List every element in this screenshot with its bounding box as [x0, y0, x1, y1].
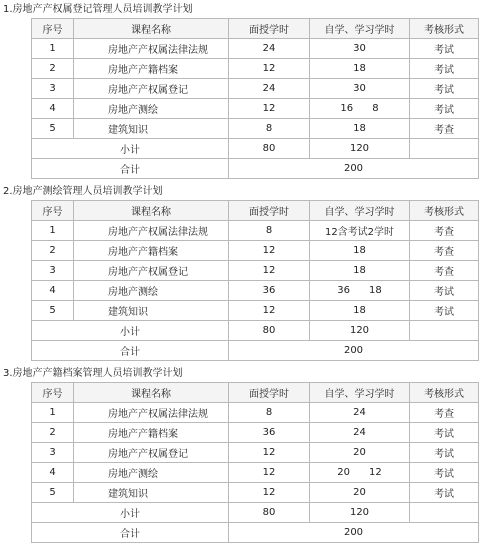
- row-face-hours: 36: [229, 423, 310, 443]
- row-self-hours: 18: [310, 119, 410, 139]
- row-course: 建筑知识: [74, 119, 229, 139]
- header-course: 课程名称: [74, 383, 229, 403]
- row-self-hours: 12含考试2学时: [310, 221, 410, 241]
- row-face-hours: 8: [229, 403, 310, 423]
- row-face-hours: 12: [229, 463, 310, 483]
- row-exam: 考试: [410, 423, 479, 443]
- row-exam: 考试: [410, 79, 479, 99]
- subtotal-row: [32, 503, 479, 523]
- header-face-hours: 面授学时: [229, 383, 310, 403]
- row-self-hours: 18: [310, 301, 410, 321]
- table-row: [32, 423, 479, 443]
- row-no: 4: [32, 99, 74, 119]
- subtotal-label: 小计: [32, 139, 229, 159]
- table-row: [32, 221, 479, 241]
- row-no: 2: [32, 59, 74, 79]
- row-exam: 考试: [410, 99, 479, 119]
- row-course: 建筑知识: [74, 301, 229, 321]
- table-row: [32, 119, 479, 139]
- header-row: [32, 201, 479, 221]
- subtotal-label: 小计: [32, 321, 229, 341]
- row-no: 2: [32, 423, 74, 443]
- plan-2-table: [31, 200, 479, 361]
- row-self-hours: 20: [310, 443, 410, 463]
- row-face-hours: 12: [229, 59, 310, 79]
- row-face-hours: 36: [229, 281, 310, 301]
- subtotal-face-hours: 80: [229, 503, 310, 523]
- row-no: 3: [32, 261, 74, 281]
- row-exam: 考查: [410, 241, 479, 261]
- row-no: 3: [32, 443, 74, 463]
- row-face-hours: 12: [229, 261, 310, 281]
- row-exam: 考查: [410, 403, 479, 423]
- table-row: [32, 79, 479, 99]
- row-self-hours: 36 18: [310, 281, 410, 301]
- table-row: [32, 301, 479, 321]
- subtotal-row: [32, 321, 479, 341]
- row-course: 房地产测绘: [74, 99, 229, 119]
- table-row: [32, 261, 479, 281]
- row-no: 3: [32, 79, 74, 99]
- row-no: 4: [32, 281, 74, 301]
- header-row: [32, 383, 479, 403]
- subtotal-exam-empty: [410, 503, 479, 523]
- header-no: 序号: [32, 19, 74, 39]
- row-self-hours: 24: [310, 423, 410, 443]
- row-no: 5: [32, 483, 74, 503]
- row-self-hours: 20: [310, 483, 410, 503]
- row-exam: 考试: [410, 483, 479, 503]
- row-course: 建筑知识: [74, 483, 229, 503]
- row-no: 1: [32, 39, 74, 59]
- row-no: 5: [32, 301, 74, 321]
- row-course: 房地产产权属法律法规: [74, 221, 229, 241]
- subtotal-row: [32, 139, 479, 159]
- row-course: 房地产测绘: [74, 281, 229, 301]
- row-face-hours: 12: [229, 483, 310, 503]
- row-self-hours: 30: [310, 79, 410, 99]
- header-no: 序号: [32, 201, 74, 221]
- row-face-hours: 12: [229, 99, 310, 119]
- total-row: [32, 341, 479, 361]
- row-no: 1: [32, 403, 74, 423]
- plan-3-title: 3.房地产产籍档案管理人员培训教学计划: [3, 368, 183, 379]
- table-row: [32, 443, 479, 463]
- row-exam: 考试: [410, 281, 479, 301]
- row-course: 房地产产权属登记: [74, 261, 229, 281]
- subtotal-exam-empty: [410, 321, 479, 341]
- header-exam: 考核形式: [410, 383, 479, 403]
- header-no: 序号: [32, 383, 74, 403]
- subtotal-self-hours: 120: [310, 139, 410, 159]
- row-no: 2: [32, 241, 74, 261]
- row-course: 房地产产权属登记: [74, 443, 229, 463]
- subtotal-self-hours: 120: [310, 503, 410, 523]
- row-face-hours: 24: [229, 39, 310, 59]
- total-row: [32, 159, 479, 179]
- row-exam: 考试: [410, 59, 479, 79]
- total-value: 200: [229, 159, 479, 179]
- subtotal-self-hours: 120: [310, 321, 410, 341]
- header-course: 课程名称: [74, 19, 229, 39]
- row-course: 房地产产权属法律法规: [74, 39, 229, 59]
- header-self-hours: 自学、学习学时: [310, 201, 410, 221]
- table-row: [32, 281, 479, 301]
- header-exam: 考核形式: [410, 19, 479, 39]
- plan-1-title: 1.房地产产权属登记管理人员培训教学计划: [3, 4, 193, 15]
- row-exam: 考试: [410, 463, 479, 483]
- row-exam: 考查: [410, 119, 479, 139]
- row-face-hours: 12: [229, 301, 310, 321]
- table-row: [32, 463, 479, 483]
- table-row: [32, 99, 479, 119]
- header-course: 课程名称: [74, 201, 229, 221]
- table-row: [32, 483, 479, 503]
- header-face-hours: 面授学时: [229, 19, 310, 39]
- row-self-hours: 30: [310, 39, 410, 59]
- total-row: [32, 523, 479, 543]
- row-self-hours: 16 8: [310, 99, 410, 119]
- row-course: 房地产测绘: [74, 463, 229, 483]
- total-label: 合计: [32, 159, 229, 179]
- table-row: [32, 59, 479, 79]
- row-self-hours: 18: [310, 261, 410, 281]
- row-self-hours: 24: [310, 403, 410, 423]
- row-face-hours: 8: [229, 221, 310, 241]
- row-course: 房地产产籍档案: [74, 423, 229, 443]
- plan-3-table: [31, 382, 479, 543]
- row-no: 4: [32, 463, 74, 483]
- subtotal-face-hours: 80: [229, 321, 310, 341]
- row-face-hours: 8: [229, 119, 310, 139]
- header-face-hours: 面授学时: [229, 201, 310, 221]
- total-label: 合计: [32, 341, 229, 361]
- table-row: [32, 241, 479, 261]
- row-face-hours: 24: [229, 79, 310, 99]
- row-exam: 考查: [410, 261, 479, 281]
- total-value: 200: [229, 341, 479, 361]
- row-no: 1: [32, 221, 74, 241]
- row-course: 房地产产籍档案: [74, 59, 229, 79]
- subtotal-label: 小计: [32, 503, 229, 523]
- subtotal-exam-empty: [410, 139, 479, 159]
- plan-2-title: 2.房地产测绘管理人员培训教学计划: [3, 186, 163, 197]
- row-self-hours: 18: [310, 241, 410, 261]
- row-self-hours: 20 12: [310, 463, 410, 483]
- row-course: 房地产产权属登记: [74, 79, 229, 99]
- header-row: [32, 19, 479, 39]
- row-self-hours: 18: [310, 59, 410, 79]
- subtotal-face-hours: 80: [229, 139, 310, 159]
- total-value: 200: [229, 523, 479, 543]
- plan-1-table: [31, 18, 479, 179]
- row-course: 房地产产籍档案: [74, 241, 229, 261]
- row-face-hours: 12: [229, 443, 310, 463]
- table-row: [32, 403, 479, 423]
- header-exam: 考核形式: [410, 201, 479, 221]
- row-course: 房地产产权属法律法规: [74, 403, 229, 423]
- row-no: 5: [32, 119, 74, 139]
- total-label: 合计: [32, 523, 229, 543]
- header-self-hours: 自学、学习学时: [310, 383, 410, 403]
- header-self-hours: 自学、学习学时: [310, 19, 410, 39]
- row-face-hours: 12: [229, 241, 310, 261]
- row-exam: 考试: [410, 301, 479, 321]
- row-exam: 考试: [410, 39, 479, 59]
- table-row: [32, 39, 479, 59]
- row-exam: 考试: [410, 443, 479, 463]
- row-exam: 考查: [410, 221, 479, 241]
